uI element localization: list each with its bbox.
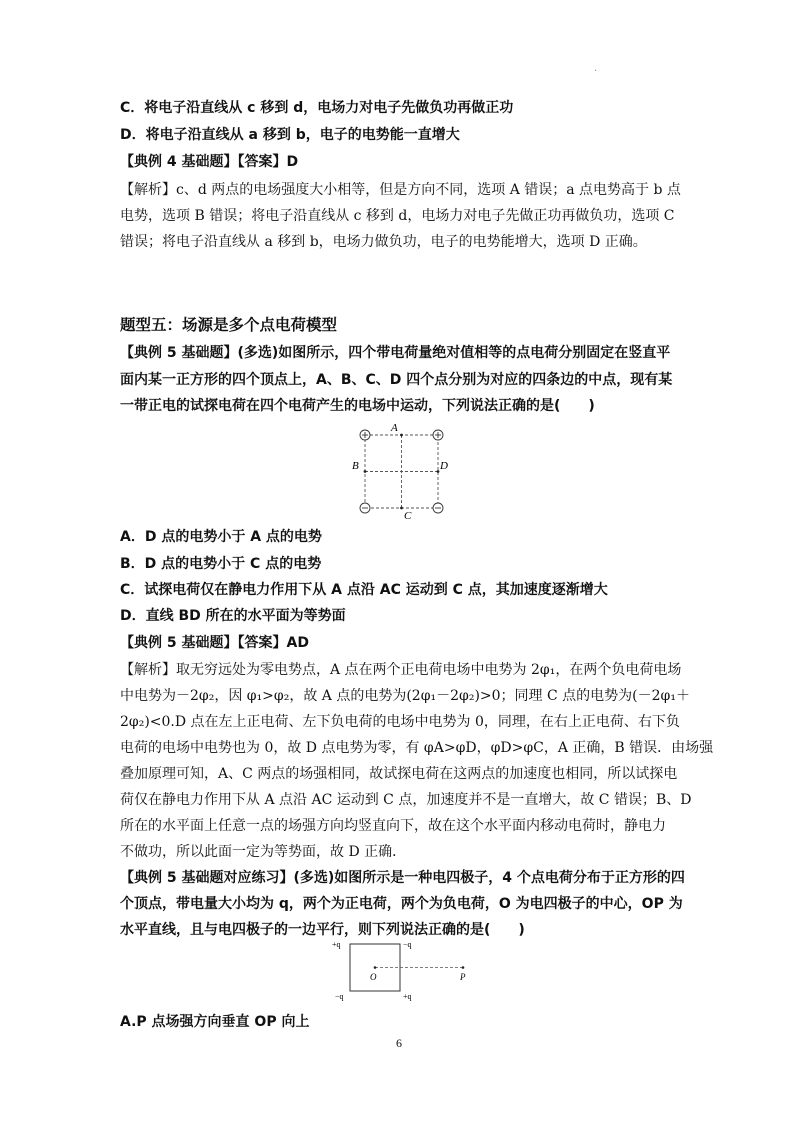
text-line: 【典例 5 基础题】(多选)如图所示，四个带电荷量绝对值相等的点电荷分别固定在竖直平 (120, 345, 671, 361)
text-line: 【典例 4 基础题】【答案】D (120, 154, 299, 170)
label-C: C (404, 510, 412, 522)
label-A: A (391, 422, 398, 434)
charge-bottom-right: +q (403, 992, 412, 1001)
text-line: 面内某一正方形的四个顶点上，A、B、C、D 四个点分别为对应的四条边的中点，现有某 (120, 372, 673, 388)
charge-bottom-left: −q (335, 992, 344, 1001)
text-line: 【典例 5 基础题对应练习】(多选)如图所示是一种电四极子，4 个点电荷分布于正方形的四 (120, 870, 685, 886)
text-line: 【解析】c、d 两点的电场强度大小相等，但是方向不同，选项 A 错误；a 点电势高于 b 点 (120, 182, 681, 198)
text-line: 【解析】取无穷远处为零电势点，A 点在两个正电荷电场中电势为 2φ₁，在两个负电荷电场 (120, 662, 682, 678)
text-line: 【典例 5 基础题】【答案】AD (120, 635, 309, 651)
text-line: D．直线 BD 所在的水平面为等势面 (120, 608, 346, 624)
charge-top-right: −q (403, 940, 412, 949)
text-line: 个顶点，带电量大小均为 q，两个为正电荷，两个为负电荷，O 为电四极子的中心，OP 为 (120, 896, 683, 912)
text-line: A．D 点的电势小于 A 点的电势 (120, 529, 322, 545)
text-line: 荷仅在静电力作用下从 A 点沿 AC 运动到 C 点，加速度并不是一直增大，故 C 错误；B、D (120, 792, 692, 808)
text-line: 电荷的电场中电势也为 0，故 D 点电势为零，有 φA>φD，φD>φC，A 正确，B 错误．由场强 (120, 740, 714, 756)
figure-quadrupole (330, 936, 480, 1002)
text-line: 不做功，所以此面一定为等势面，故 D 正确． (120, 844, 407, 860)
text-line: 错误；将电子沿直线从 a 移到 b，电场力做负功，电子的电势能增大，选项 D 正确。 (120, 234, 647, 250)
text-line: 2φ₂)<0.D 点在左上正电荷、左下负电荷的电场中电势为 0，同理，在右上正电荷、右下负 (120, 714, 680, 730)
text-line: 水平直线，且与电四极子的一边平行，则下列说法正确的是( ) (120, 922, 525, 938)
label-P: P (460, 972, 466, 982)
label-B: B (352, 460, 359, 472)
text-line: C．试探电荷仅在静电力作用下从 A 点沿 AC 运动到 C 点，其加速度逐渐增大 (120, 582, 608, 598)
charge-top-left: +q (332, 940, 341, 949)
section-heading: 题型五：场源是多个点电荷模型 (120, 316, 338, 334)
label-D: D (440, 460, 448, 472)
text-line: 叠加原理可知，A、C 两点的场强相同，故试探电荷在这两点的加速度也相同，所以试探电 (120, 766, 678, 782)
label-O: O (370, 972, 377, 982)
text-line: A.P 点场强方向垂直 OP 向上 (120, 1014, 310, 1030)
text-line: C．将电子沿直线从 c 移到 d，电场力对电子先做负功再做正功 (120, 100, 514, 116)
page-number: 6 (396, 1036, 402, 1050)
text-line: 所在的水平面上任意一点的场强方向均竖直向下，故在这个水平面内移动电荷时，静电力 (120, 818, 666, 834)
figure-square-charges (340, 415, 470, 525)
text-line: 一带正电的试探电荷在四个电荷产生的电场中运动，下列说法正确的是( ) (120, 398, 595, 414)
corner-mark: · (594, 66, 598, 77)
text-line: 电势，选项 B 错误；将电子沿直线从 c 移到 d，电场力对电子先做正功再做负功，选项 C (120, 208, 675, 224)
text-line: 中电势为－2φ₂，因 φ₁>φ₂，故 A 点的电势为(2φ₁－2φ₂)>0；同理 C 点的电势为(－2φ₁＋ (120, 688, 690, 704)
text-line: B．D 点的电势小于 C 点的电势 (120, 556, 322, 572)
text-line: D．将电子沿直线从 a 移到 b，电子的电势能一直增大 (120, 127, 460, 143)
